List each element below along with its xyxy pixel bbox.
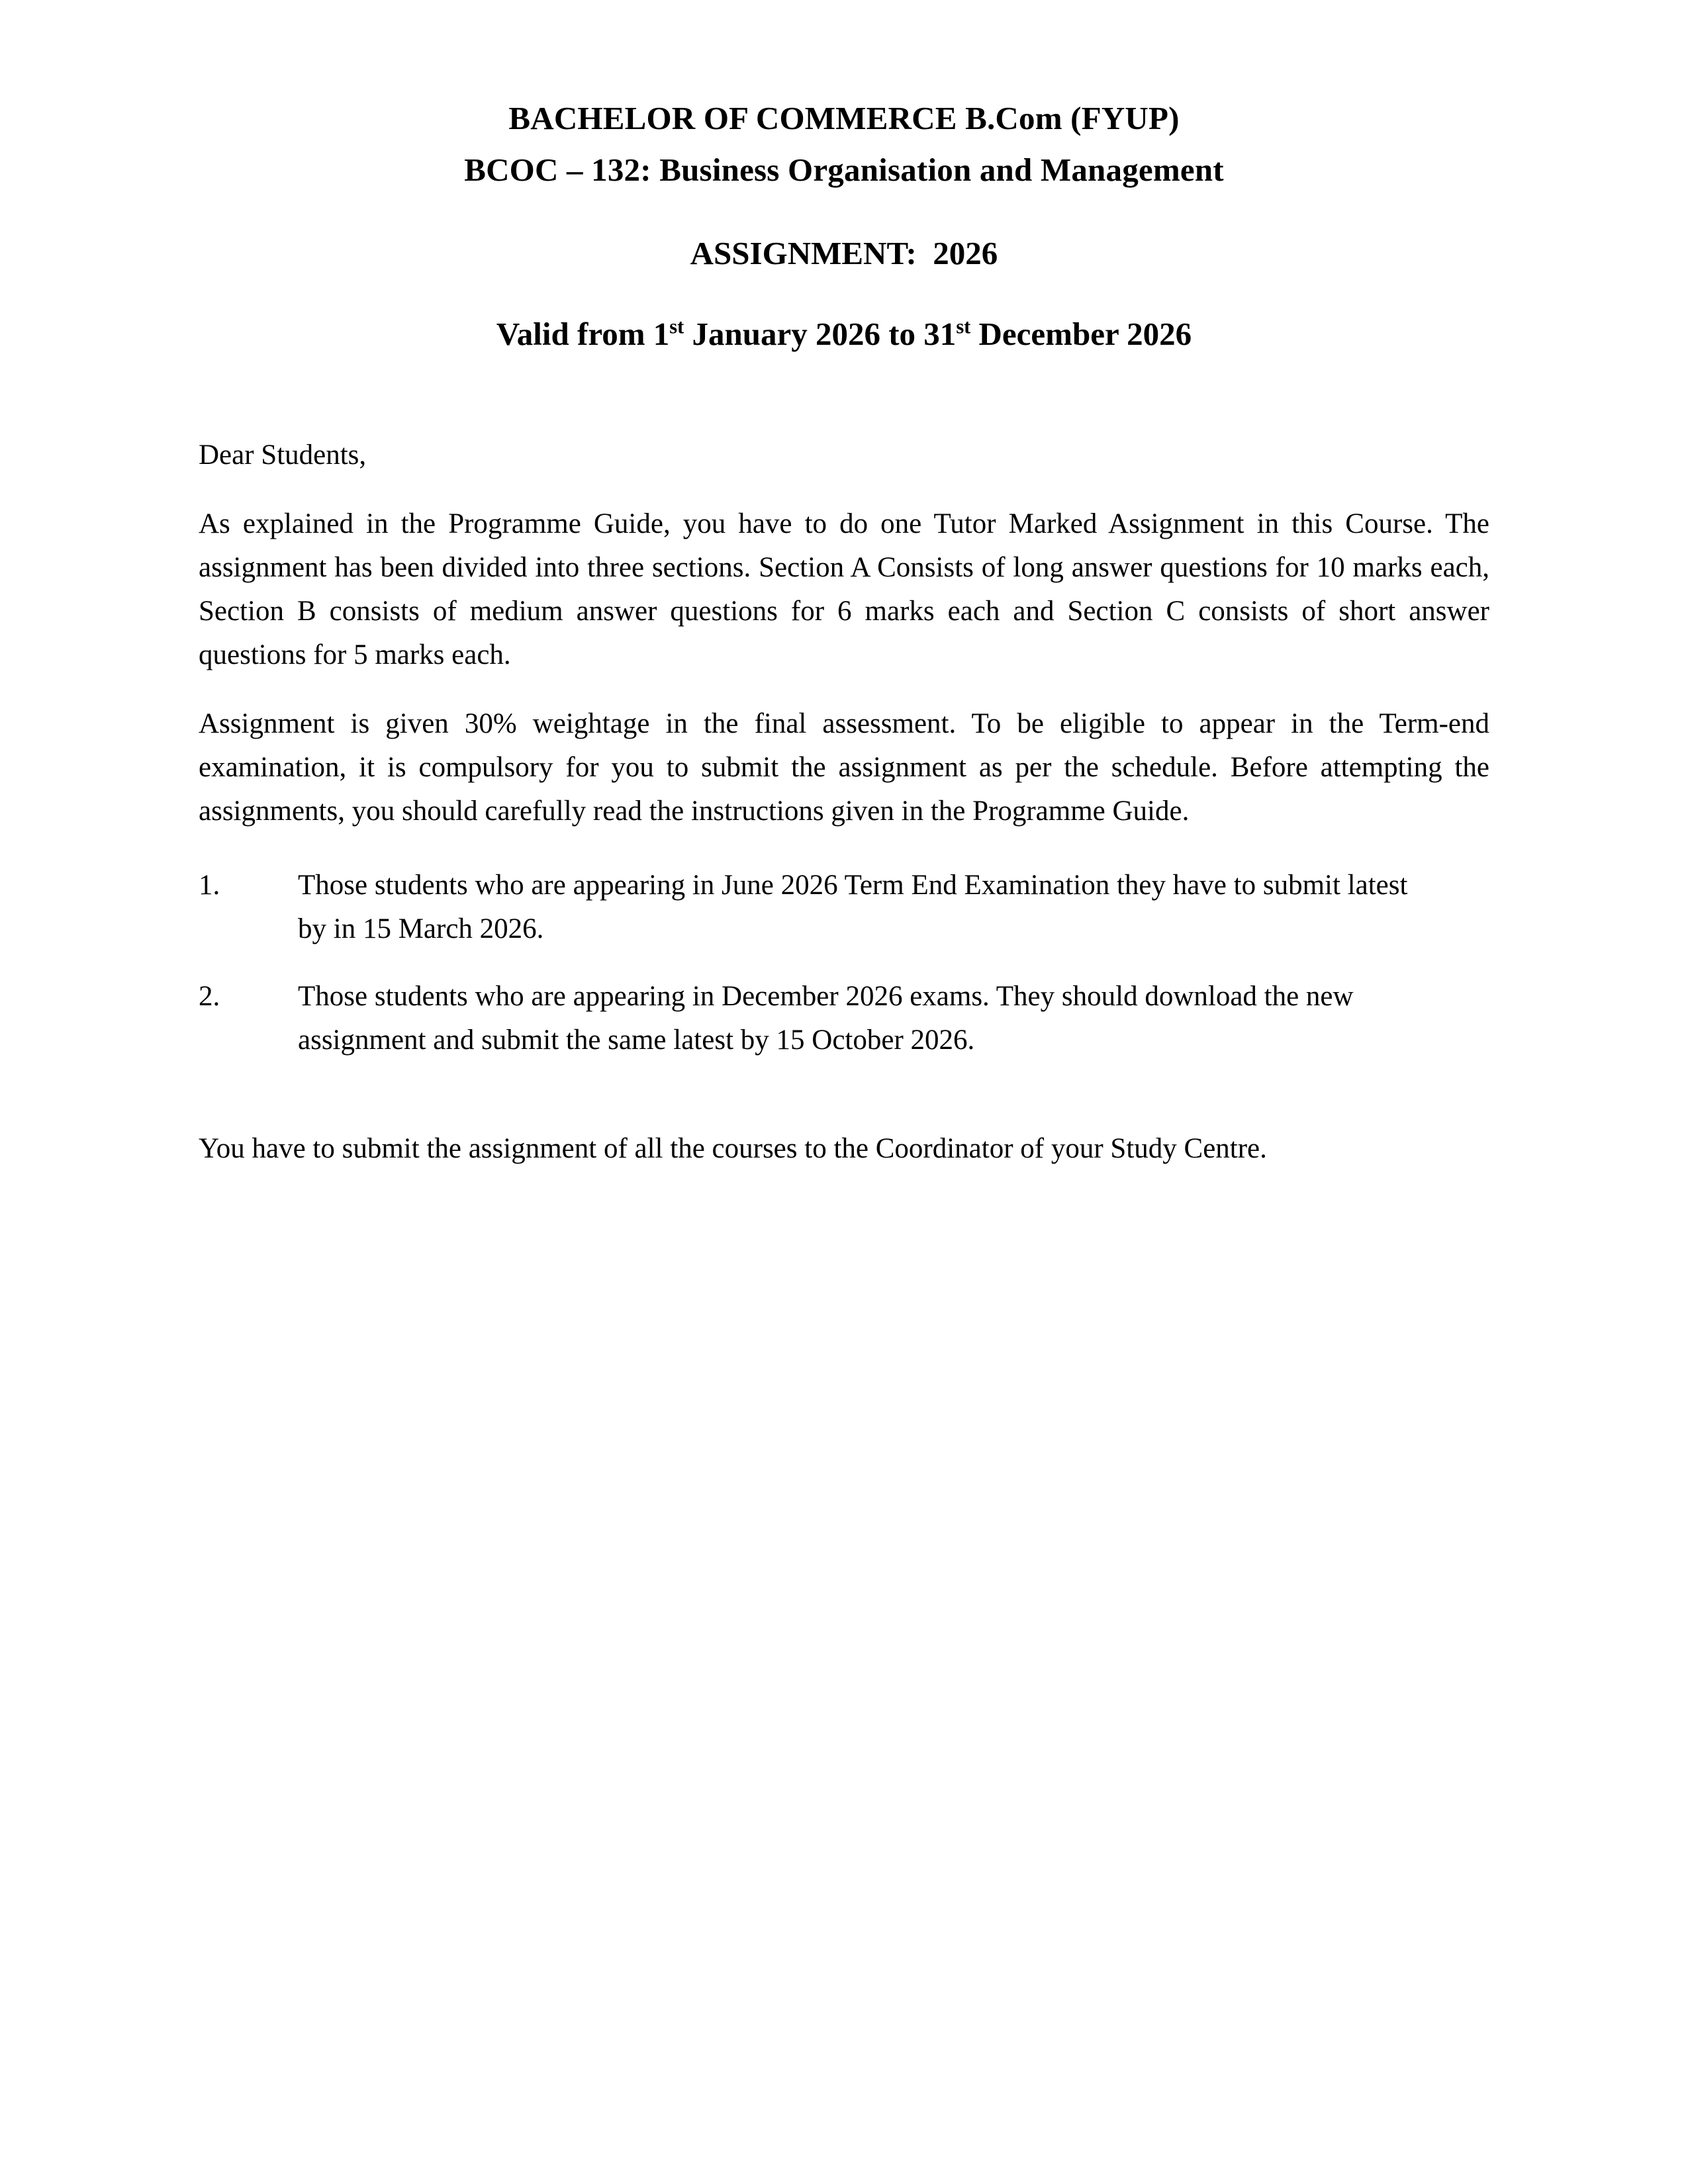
list-item-text: Those students who are appearing in June 2026 Term End Examination they have to submit latest by in 15 March 2026. (298, 870, 1408, 944)
list-item-marker: 1. (199, 870, 220, 901)
closing-paragraph: You have to submit the assignment of all the courses to the Coordinator of your Study Centre. (199, 1133, 1267, 1164)
course-title: BCOC – 132: Business Organisation and Management (464, 152, 1224, 188)
validity-ordinal-suffix-start: st (669, 315, 684, 338)
programme-title: BACHELOR OF COMMERCE B.Com (FYUP) (508, 100, 1180, 136)
weightage-paragraph: Assignment is given 30% weightage in the final assessment. To be eligible to appear in the Term-end examination, it is compulsory for you to submit the assignment as per the schedule. Before attempting the assignments, you should carefully read the instructions given in the Programme Guide. (199, 708, 1489, 827)
validity-middle: January 2026 to 31 (684, 316, 957, 352)
submission-instructions-list (199, 864, 1489, 1062)
list-item-marker: 2. (199, 981, 220, 1012)
list-item (199, 864, 1423, 951)
list-item (199, 975, 1423, 1062)
validity-suffix: December 2026 (970, 316, 1192, 352)
validity-ordinal-suffix-end: st (956, 315, 971, 338)
validity-prefix: Valid from 1 (496, 316, 670, 352)
validity-period-line (0, 308, 1688, 360)
salutation: Dear Students, (199, 439, 367, 471)
assignment-year-line: ASSIGNMENT: 2026 (690, 235, 998, 271)
intro-paragraph: As explained in the Programme Guide, you have to do one Tutor Marked Assignment in this Course. The assignment has been divided into three sections. Section A Consists of long answer questions for 10 marks each, Section B consists of medium answer questions for 6 marks each and Section C consists of short answer questions for 5 marks each. (199, 508, 1489, 670)
document-heading (0, 93, 1688, 360)
list-item-text: Those students who are appearing in December 2026 exams. They should download the new assignment and submit the same latest by 15 October 2026. (298, 981, 1354, 1056)
document-body (199, 433, 1489, 1171)
